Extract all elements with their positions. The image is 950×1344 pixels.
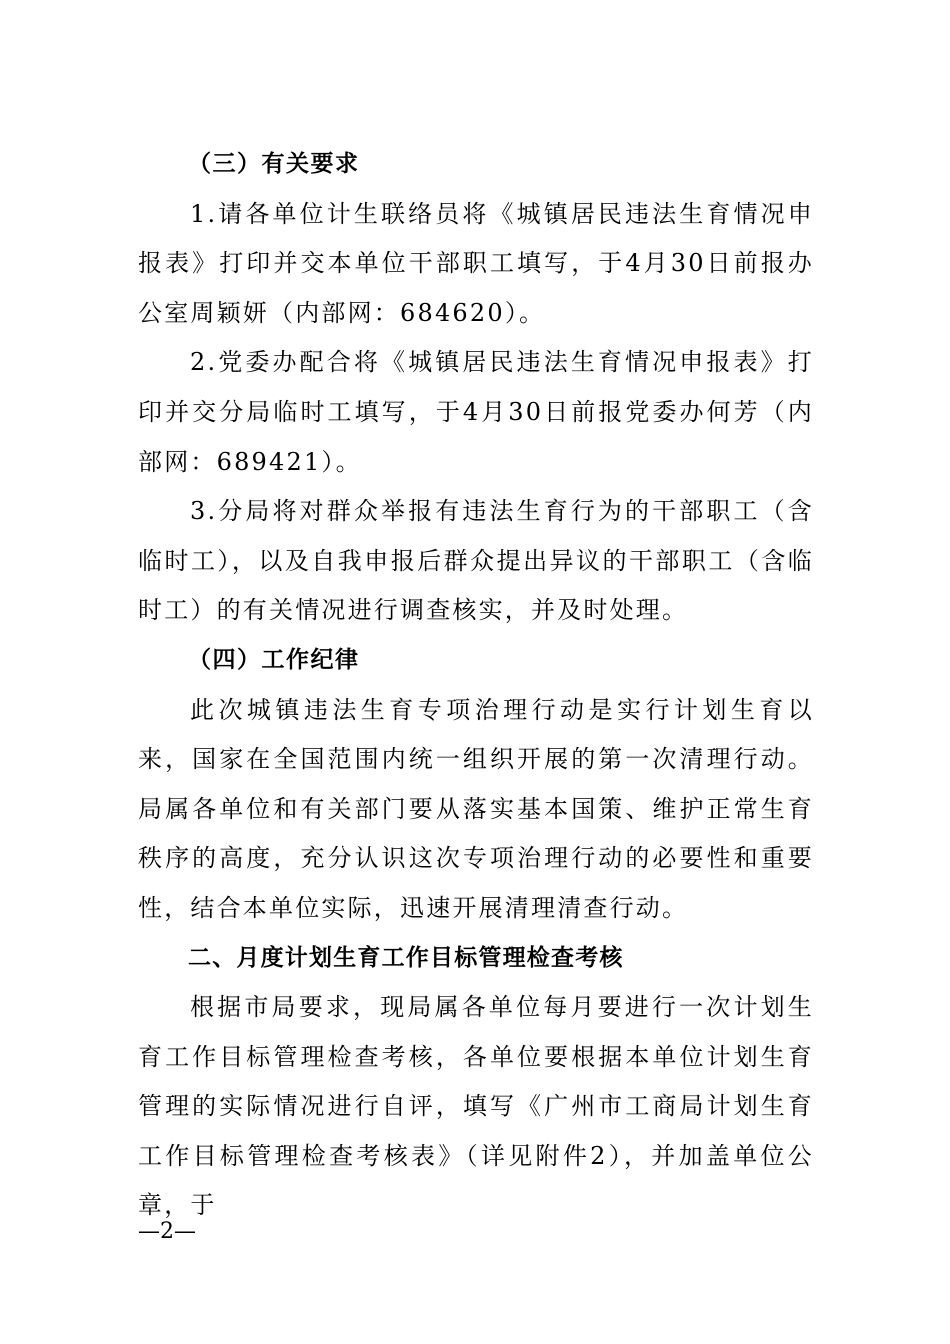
requirement-item-2: 2.党委办配合将《城镇居民违法生育情况申报表》打印并交分局临时工填写，于4月30日前报党委办何芳（内部网：689421）。 bbox=[138, 348, 814, 476]
section-4-heading: （四）工作纪律 bbox=[188, 646, 360, 673]
work-discipline-paragraph: 此次城镇违法生育专项治理行动是实行计划生育以来，国家在全国范围内统一组织开展的第一次清理行动。局属各单位和有关部门要从落实基本国策、维护正常生育秩序的高度，充分认识这次专项治理行动的必要性和重要性，结合本单位实际，迅速开展清理清查行动。 bbox=[138, 695, 814, 922]
requirement-item-1: 1.请各单位计生联络员将《城镇居民违法生育情况申报表》打印并交本单位干部职工填写，于4月30日前报办公室周颖妍（内部网：684620）。 bbox=[138, 199, 814, 327]
part-2-heading: 二、月度计划生育工作目标管理检查考核 bbox=[188, 944, 624, 971]
page-number: —2— bbox=[138, 1219, 196, 1244]
section-3-heading: （三）有关要求 bbox=[188, 151, 360, 177]
monthly-assessment-paragraph: 根据市局要求，现局属各单位每月要进行一次计划生育工作目标管理检查考核，各单位要根据本单位计划生育管理的实际情况进行自评，填写《广州市工商局计划生育工作目标管理检查考核表》（详见附件2），并加盖单位公章，于 bbox=[138, 993, 814, 1220]
requirement-item-3: 3.分局将对群众举报有违法生育行为的干部职工（含临时工），以及自我申报后群众提出异议的干部职工（含临时工）的有关情况进行调查核实，并及时处理。 bbox=[138, 497, 814, 625]
document-body bbox=[138, 140, 814, 1231]
